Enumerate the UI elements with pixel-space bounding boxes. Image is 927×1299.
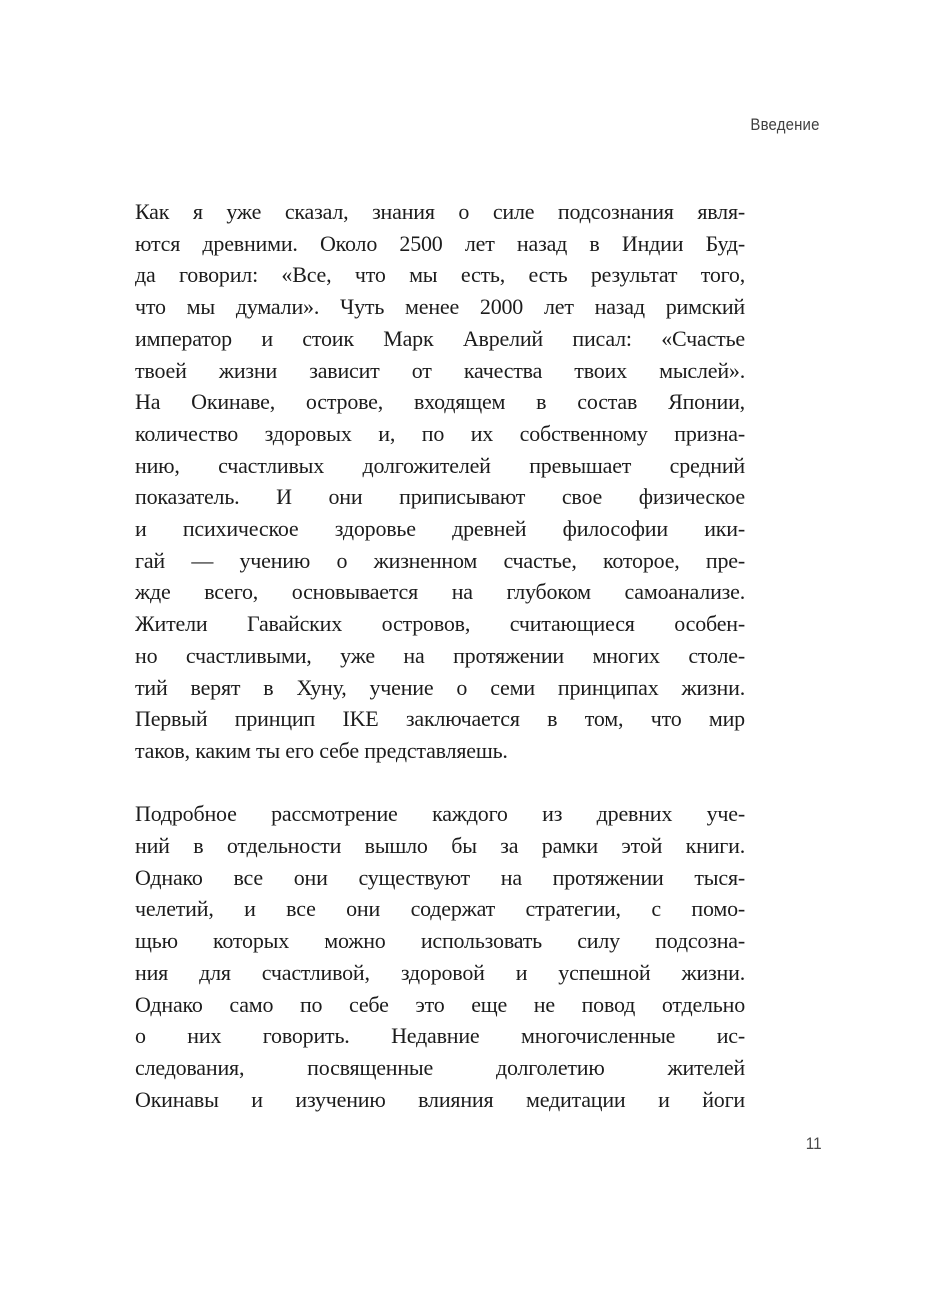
text-line: ний в отдельности вышло бы за рамки этой книги. [135,833,745,859]
page-number: 11 [806,1134,822,1153]
text-line: ются древними. Около 2500 лет назад в Индии Буд- [135,230,745,256]
text-line: показатель. И они приписывают свое физическое [135,484,745,510]
text-line: Окинавы и изучению влияния медитации и йоги [135,1086,745,1112]
text-line: твоей жизни зависит от качества твоих мыслей». [135,357,745,383]
text-line: следования, посвященные долголетию жителей [135,1054,745,1080]
text-line: Подробное рассмотрение каждого из древних уче- [135,801,745,827]
text-line: Однако все они существуют на протяжении тыся- [135,864,745,890]
text-line: челетий, и все они содержат стратегии, с помо- [135,896,745,922]
text-line: что мы думали». Чуть менее 2000 лет назад римский [135,294,745,320]
text-line: На Окинаве, острове, входящем в состав Японии, [135,389,745,415]
paragraph [135,196,745,767]
text-line: нию, счастливых долгожителей превышает средний [135,452,745,478]
text-line: жде всего, основывается на глубоком самоанализе. [135,579,745,605]
text-line: император и стоик Марк Аврелий писал: «Счастье [135,325,745,351]
text-line: щью которых можно использовать силу подсозна- [135,928,745,954]
text-line: тий верят в Хуну, учение о семи принципах жизни. [135,674,745,700]
text-line: и психическое здоровье древней философии ики- [135,516,745,542]
text-line: но счастливыми, уже на протяжении многих столе- [135,642,745,668]
text-line: количество здоровых и, по их собственному призна- [135,420,745,446]
body-text [135,196,745,1115]
text-line: да говорил: «Все, что мы есть, есть результат того, [135,262,745,288]
text-line: Однако само по себе это еще не повод отдельно [135,991,745,1017]
text-line: ния для счастливой, здоровой и успешной жизни. [135,959,745,985]
text-line: Первый принцип IKE заключается в том, что мир [135,706,745,732]
text-line: гай — учению о жизненном счастье, которое, пре- [135,547,745,573]
running-head: Введение [750,115,820,134]
text-line: таков, каким ты его себе представляешь. [135,737,508,763]
paragraph [135,798,745,1115]
text-line: Жители Гавайских островов, считающиеся особен- [135,611,745,637]
text-line: о них говорить. Недавние многочисленные ис- [135,1023,745,1049]
text-line: Как я уже сказал, знания о силе подсознания явля- [135,199,745,224]
